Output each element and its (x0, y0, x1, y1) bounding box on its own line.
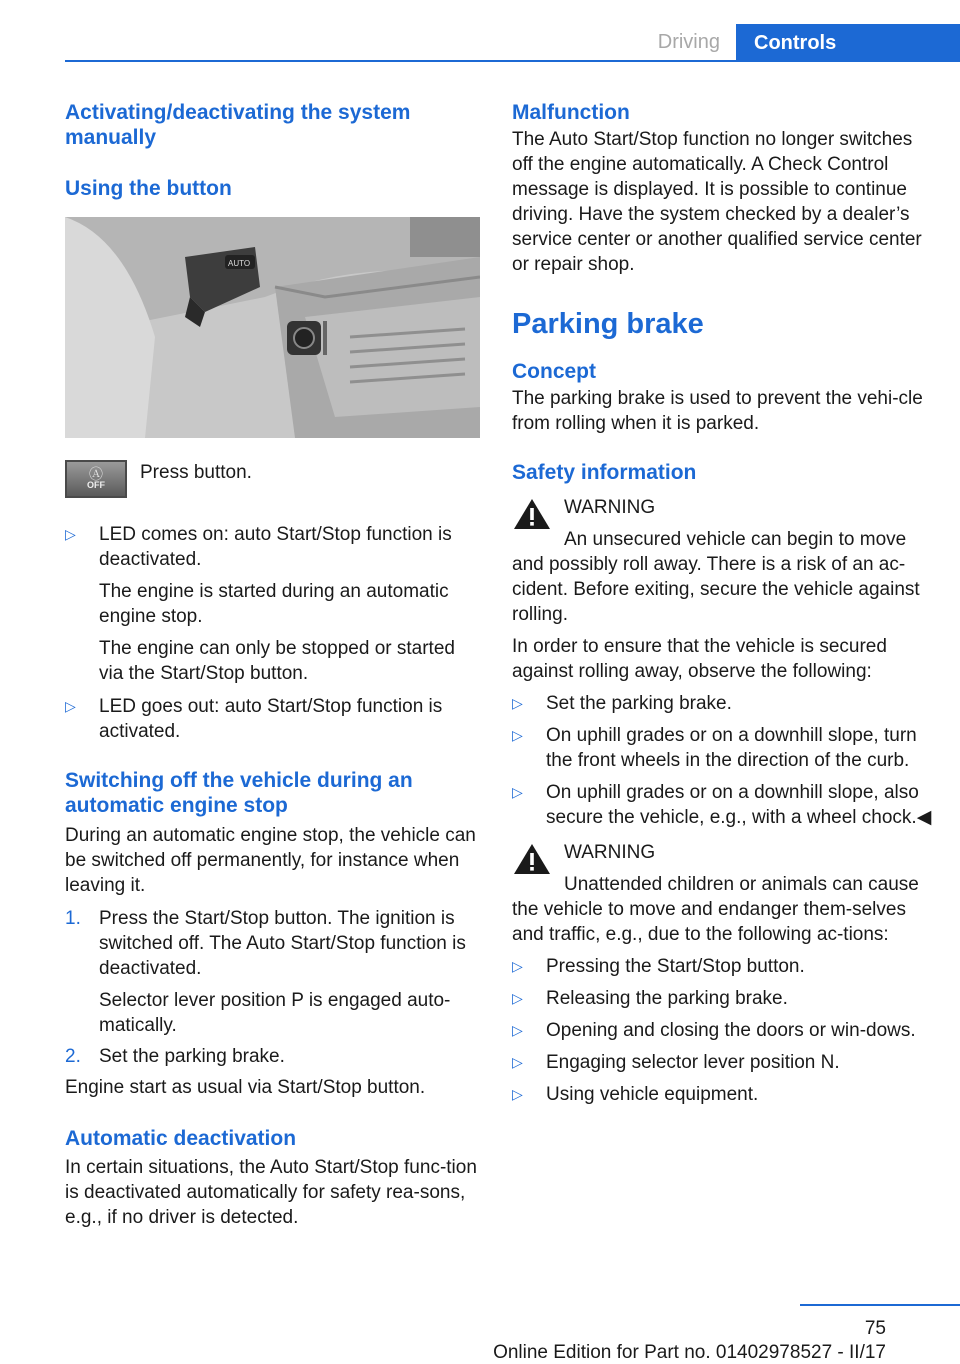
list-item (512, 691, 932, 716)
warning-text: Unattended children or animals can cause the vehicle to move and endanger them‐selves and traffic, e.g., due to the following ac‐tions: (512, 874, 919, 945)
list-item-text: Press the Start/Stop button. The ignition is switched off. The Auto Start/Stop function is deactivated. (99, 908, 466, 979)
actions-list (512, 954, 932, 1107)
parking-safety-list (512, 691, 932, 830)
auto-start-stop-off-icon (65, 460, 127, 498)
heading-safety-information: Safety information (512, 461, 697, 484)
triangle-bullet-icon: ▷ (512, 727, 523, 743)
press-button-text: Press button. (140, 462, 252, 483)
list-item-text: LED comes on: auto Start/Stop function is deactivated. (99, 524, 452, 570)
left-column (65, 100, 480, 1230)
heading-parking-brake: Parking brake (512, 308, 704, 340)
list-item-sub: The engine is started during an automatic engine stop. (99, 581, 449, 627)
warning-block (512, 495, 932, 520)
header-rule (65, 60, 960, 62)
warning-block (512, 840, 932, 865)
heading-activating: Activating/deactivating the system manually (65, 101, 411, 149)
list-item (512, 723, 932, 773)
list-item-text: On uphill grades or on a downhill slope, turn the front wheels in the direction of the curb. (546, 725, 917, 771)
list-item-sub: The engine can only be stopped or started via the Start/Stop button. (99, 638, 455, 684)
auto-deactivation-text: In certain situations, the Auto Start/Stop func‐tion is deactivated automatically for safety rea‐sons, e.g., if no driver is detected. (65, 1157, 477, 1228)
stalk-auto-label: AUTO (228, 259, 251, 268)
heading-malfunction: Malfunction (512, 101, 630, 124)
heading-concept: Concept (512, 360, 596, 383)
triangle-bullet-icon: ▷ (512, 990, 523, 1006)
triangle-bullet-icon: ▷ (512, 958, 523, 974)
list-item-text: LED goes out: auto Start/Stop function is activated. (99, 696, 443, 742)
list-item (512, 1050, 932, 1075)
list-item-text: Pressing the Start/Stop button. (546, 956, 805, 977)
triangle-bullet-icon: ▷ (65, 698, 76, 714)
ensure-text: In order to ensure that the vehicle is secured against rolling away, observe the following: (512, 636, 887, 682)
heading-switching-off: Switching off the vehicle during an automatic engine stop (65, 769, 413, 817)
warning-text: An unsecured vehicle can begin to move and possibly roll away. There is a risk of an ac‐cident. Before exiting, secure the vehicle against rolling. (512, 529, 920, 625)
list-item (65, 906, 480, 1038)
led-list (65, 522, 480, 744)
list-item-text: Releasing the parking brake. (546, 988, 788, 1009)
list-item-text: On uphill grades or on a downhill slope, also secure the vehicle, e.g., with a wheel chock.◀ (546, 782, 932, 828)
warning-icon (512, 842, 552, 876)
list-item-text: Set the parking brake. (546, 693, 732, 714)
list-item (512, 1018, 932, 1043)
malfunction-text: The Auto Start/Stop function no longer switches off the engine automatically. A Check Control message is displayed. It is possible to continue driving. Have the system checked by a dealer’s service center or another qualified service center or repair shop. (512, 129, 922, 275)
list-item-text: Engaging selector lever position N. (546, 1052, 840, 1073)
list-item (65, 522, 480, 686)
right-column (512, 100, 932, 1107)
press-button-row (65, 460, 480, 500)
triangle-bullet-icon: ▷ (65, 526, 76, 542)
heading-auto-deactivation: Automatic deactivation (65, 1127, 297, 1150)
switching-off-text: During an automatic engine stop, the vehicle can be switched off permanently, for instance when leaving it. (65, 825, 476, 896)
steps-list (65, 906, 480, 1069)
btn-icon-bottom-text: OFF (87, 480, 105, 490)
list-item (512, 954, 932, 979)
triangle-bullet-icon: ▷ (512, 784, 523, 800)
warning-label: WARNING (564, 497, 656, 518)
edition-footer: Online Edition for Part no. 01402978527 - II/17 (493, 1342, 886, 1363)
list-item (512, 986, 932, 1011)
list-item (512, 780, 932, 830)
warning-label: WARNING (564, 842, 656, 863)
list-item-text: Opening and closing the doors or win‐dows. (546, 1020, 916, 1041)
dashboard-photo (65, 217, 480, 438)
header-chapter-tab: Controls (736, 24, 960, 62)
engine-start-text: Engine start as usual via Start/Stop button. (65, 1077, 426, 1098)
triangle-bullet-icon: ▷ (512, 1086, 523, 1102)
header-section-label: Driving (657, 31, 720, 53)
triangle-bullet-icon: ▷ (512, 1022, 523, 1038)
triangle-bullet-icon: ▷ (512, 1054, 523, 1070)
list-item-sub: Selector lever position P is engaged auto‐matically. (99, 990, 451, 1036)
btn-icon-top-glyph: Ⓐ (89, 466, 103, 482)
page-header (0, 0, 960, 62)
list-item (512, 1082, 932, 1107)
warning-icon (512, 497, 552, 531)
footer-rule (800, 1304, 960, 1306)
heading-using-button: Using the button (65, 177, 232, 200)
list-item-text: Using vehicle equipment. (546, 1084, 759, 1105)
list-item-text: Set the parking brake. (99, 1046, 285, 1067)
page-number: 75 (864, 1318, 886, 1339)
step-number: 2. (65, 1046, 81, 1067)
dashboard-illustration (65, 217, 480, 438)
concept-text: The parking brake is used to prevent the vehi‐cle from rolling when it is parked. (512, 388, 923, 434)
list-item (65, 1044, 480, 1069)
triangle-bullet-icon: ▷ (512, 695, 523, 711)
step-number: 1. (65, 908, 81, 929)
list-item (65, 694, 480, 744)
